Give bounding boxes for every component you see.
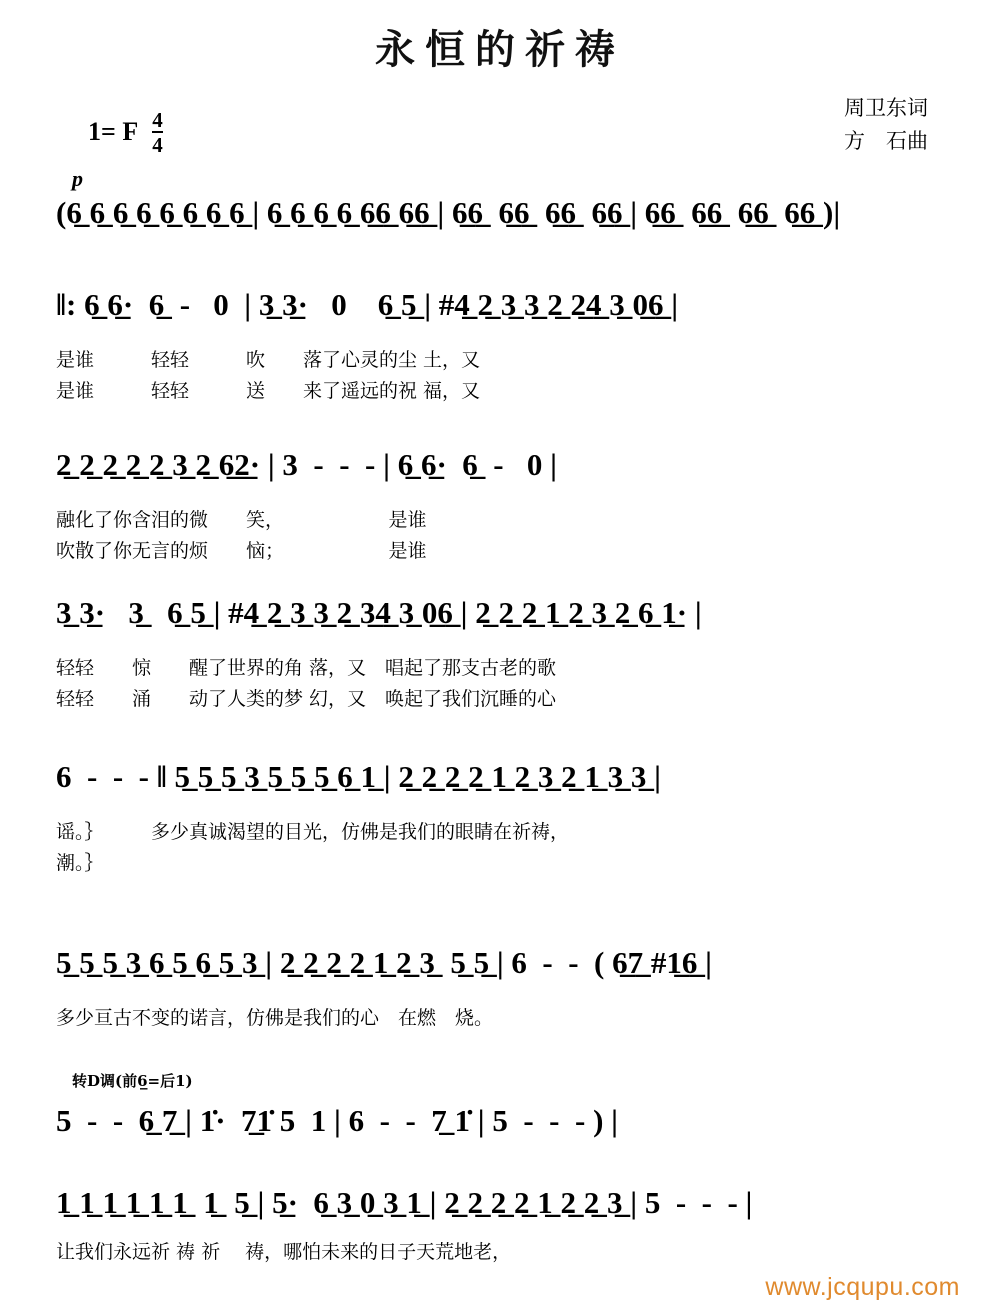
staff-line-7 [56,1186,956,1267]
staff-line-2 [56,448,956,565]
lyric-row: 是谁 轻轻 送 来了遥远的祝 福，又 [56,379,481,402]
page-title: 永恒的祈祷 [375,26,625,73]
notation-row: 6 - - - ‖ 5̲ 5̲ 5̲ 3̲ 5̲ 5̲ 5̲ 6̲ 1̲ | 2̲ 2̲ 2̲ 2̲ 1̲ 2̲ 3̲ 2̲ 1̲ 3̲ 3̲ | [56,759,661,794]
lyric-row: 吹散了你无言的烦 恼； 是谁 [56,539,427,562]
notation-row: 5̲ 5̲ 5̲ 3̲ 6̲ 5̲ 6̲ 5̲ 3̲ | 2̲ 2̲ 2̲ 2̲ 1̲ 2̲ 3̲ 5̲ 5̲ | 6 - - ( 6̲7̲ #1̲6̲ | [56,945,712,980]
lyricist-credit: 周卫东词 [844,96,928,120]
key-signature [88,108,163,158]
notation-row: 2̲ 2̲ 2̲ 2̲ 2̲ 3̲ 2̲ 6̲2̲· | 3 - - - | 6̲ 6̲· 6̲ - 0 | [56,447,557,482]
watermark-url: www.jcqupu.com [765,1273,960,1301]
lyric-row: 潮。｝ [56,851,104,874]
lyric-row: 融化了你含泪的微 笑， 是谁 [56,509,427,532]
key-label: 1= F [88,116,139,146]
notation-row: 3̲ 3̲· 3̲ 6̲ 5̲ | #4̲ 2̲ 3̲ 3̲ 2̲ 3̲4̲ 3̲ 0̲6̲ | 2̲ 2̲ 2̲ 1̲ 2̲ 3̲ 2̲ 6̲ 1̲· | [56,595,702,630]
modulation-note: 转D调(前6̲=后1) [72,1072,193,1090]
lyric-row: 让我们永远祈 祷 祈 祷，哪怕未来的日子天荒地老， [56,1241,512,1264]
staff-line-6 [56,1104,956,1138]
lyric-row: 是谁 轻轻 吹 落了心灵的尘 土，又 [56,349,481,372]
notation-row: ‖: 6̲ 6̲· 6̲ - 0 | 3̲ 3̲· 0 6̲ 5̲ | #4̲ 2̲ 3̲ 3̲ 2̲ 2̲4̲ 3̲ 0̲6̲ | [56,287,679,322]
staff-line-5 [56,946,956,1033]
time-signature [152,109,163,156]
credits [844,92,928,157]
lyric-row: 谣。｝ 多少真诚渴望的目光，仿佛是我们的眼睛在祈祷， [56,821,570,844]
time-signature-denominator: 4 [152,133,163,158]
staff-line-intro [56,196,956,230]
staff-line-1 [56,288,956,405]
staff-line-3 [56,596,956,713]
composer-credit: 方 石曲 [844,128,928,153]
dynamic-marking-p: p [72,166,83,191]
staff-line-4 [56,760,956,877]
notation-row: 5 - - 6̲ 7̲ | 1̇· 7̲1̇ 5 1 | 6 - - 7̲ 1̇ | 5 - - - ) | [56,1103,618,1138]
lyric-row: 轻轻 涌 动了人类的梦 幻，又 唤起了我们沉睡的心 [56,687,557,710]
lyric-row: 多少亘古不变的诺言，仿佛是我们的心 在燃 烧。 [56,1007,494,1030]
time-signature-numerator: 4 [152,108,163,132]
notation-row: (6̲ 6̲ 6̲ 6̲ 6̲ 6̲ 6̲ 6̲ | 6̲ 6̲ 6̲ 6̲ 6̲6̲ 6̲6̲ | 6̲6̲ 6̲6̲ 6̲6̲ 6̲6̲ | 6̲6̲ 6̲6̲ 6̲6̲ 6̲6̲ )| [56,195,841,230]
notation-row: 1̲ 1̲ 1̲ 1̲ 1̲ 1̲ 1̲ 5̲ | 5̲· 6̲ 3̲ 0̲ 3̲ 1̲ | 2̲ 2̲ 2̲ 2̲ 1̲ 2̲ 2̲ 3̲ | 5 - - - | [56,1185,753,1220]
lyric-row: 轻轻 惊 醒了世界的角 落，又 唱起了那支古老的歌 [56,657,557,680]
